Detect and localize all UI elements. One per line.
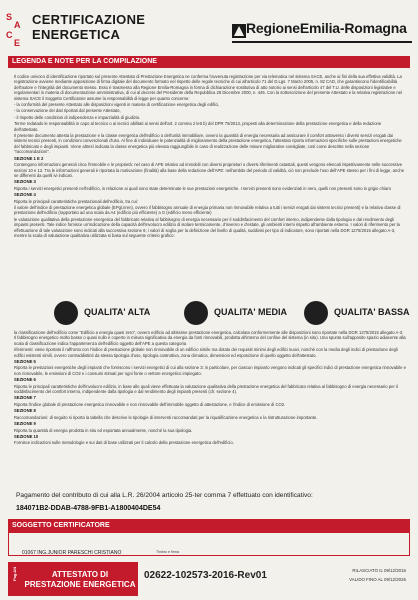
legend-paragraph: Riporta i servizi energetici presenti nell'edificio, in relazione ai quali sono state determinate le sue prestazioni energetiche. I servizi presenti sono evidenziati in nero, quelli non presenti sono in grigio chiaro [14,185,391,191]
legend-paragraph: Riporta le principali caratteristiche prestazionali dell'edificio, tra cui: [14,198,138,204]
quality-scale [14,300,410,326]
certification-title [32,12,145,42]
sace-logo [6,12,28,50]
section-heading: SEZIONE 5 [14,359,36,365]
section-heading: SEZIONE 6 [14,377,36,383]
section-heading: SEZIONE 7 [14,395,36,401]
legend-paragraph: Riporta le prestazioni energetiche degli impianti che forniscono i servizi energetici di cui alla sezione 3: in particolare, per ciascun impianto vengono indicati gli specifici indici di prestazione energetica rinnovabile e non rinnovabile, le emissioni di CO2 e i consumi stimati per ogni fonte o vettore energetico impiegato. [14,365,406,376]
sace-letter: E [14,38,21,48]
quality-dot-icon [184,301,208,325]
valid-until-date: VALIDO FINO AL 09/12/2026 [349,577,406,582]
section-heading: SEZIONE 1 E 2 [14,155,44,161]
legend-paragraph: Terme redatado le responsabilità in capo al tecnico o ai tecnici abilitati ai sensi dell'art. 2 comma 2 lett b) del DPR 75/2013, propesti alla determinazione della prestazione energetica e della redazione dell'attestato. [14,121,382,132]
legend-paragraph: Riporta l'indice globale di prestazione energetica rinnovabile e non rinnovabile dell'immobile oggetto di attestazione, e l'indice di emissione di CO2. [14,401,286,407]
legend-paragraph: - la conformità del presente Attestato alle disposizioni vigenti in materia di certificazione energetica degli edifici, [14,102,220,108]
certifier-name: 01067 ING.JUNIOR PARESCHI CRISTIANO [22,550,122,556]
region-logo-icon [232,24,246,38]
sace-letter: C [6,30,13,40]
footer [8,562,410,596]
footer-title-line: ATTESTATO DI [51,570,109,579]
footer-title [24,570,136,590]
region-underline [232,41,412,43]
legend-body-sections [14,330,406,447]
section-heading: SEZIONE 10 [14,433,39,439]
legend-paragraph: il valore dell'indice di prestazione energetica globale (EPgl,nren), ovvero il fabbisogno annuale di energia primaria non rinnovabile relativa a tutti i servizi erogati dai sistemi tecnici presenti) e la relativa classe di prestazione dell'edificio (rapportato ad una scala da A4 (edificio più efficiente) a G (edificio meno efficiente) [14,204,401,216]
legend-paragraph: Raccomandazioni: di seguito si riporta la tabella che descrive le tipologie di interventi raccomandati per la riqualificazione energetica e la ristrutturazione importante. [14,414,318,420]
quality-label: QUALITA' BASSA [334,307,410,317]
sace-letter: A [14,20,21,30]
quality-dot-icon [304,301,328,325]
certifier-header: SOGGETTO CERTIFICATORE [8,519,410,532]
quality-label: QUALITA' MEDIA [214,307,287,317]
legend-body [14,74,406,239]
header [6,8,412,52]
certificate-code: 02622-102573-2016-Rev01 [144,570,267,581]
legend-section-header: LEGENDA E NOTE PER LA COMPILAZIONE [8,56,410,68]
legend-paragraph: Riporta la quantità di energia prodotta in situ ed esportata annualmente, nonché la sua tipologia. [14,427,193,433]
section-heading: SEZIONE 9 [14,421,36,427]
quality-dot-icon [54,301,78,325]
section-heading: SEZIONE 8 [14,408,36,414]
section-heading: SEZIONE 4 [14,192,36,198]
region-name: RegioneEmilia-Romagna [246,20,407,36]
title-line: ENERGETICA [32,27,121,42]
validity-block [308,566,410,584]
issued-date: RILASCIATO IL 09/12/2016 [352,568,406,573]
legend-paragraph: Il codice univoco di identificazione riportato sul presente Attestato di Prestazione Energetica ne conferma l'avvenuta registrazione per via telematica nel sistema SACE, anche ai fini della sua effettiva validità. La registrazione avviene mediante apposizione di firma digitale del documento formato nel rispetto delle regole tecniche di cui all'articolo 71 del D.Lgs. 7 Marzo 2005, n. 82 CAD, che garantiscono l'identificabilità dell'autore e l'integrità del documento stesso. Esso è trasmesso alla Regione Emilia-Romagna in forma di dichiarazione sostitutiva di atto notorio ai sensi dell'articolo 47 del T.U. delle disposizioni legislative e regolamentari in materia di documentazione amministrativa, di cui al decreto del Presidente della Repubblica 28 Dicembre 2000, n. 445. Con la sottoscrizione del presente Attestato e la relativa registrazione nel sistema SACE il Soggetto Certificatore assume la responsabilità di legge per quanto concerne: [14,74,403,101]
quality-label: QUALITA' ALTA [84,307,151,317]
legend-paragraph: Contengono informazioni generali circa l'immobile e le proprietà: nel caso di APE relativo ad immobili con diversi proprietari o diversi riferimenti catastali, questi vengono elencati rispettivamente nelle successive sezioni 10 e 12. Tra le informazioni generali è riportata la motivazione (finalità) alla base della redazione dell'APE: nell'ambito del periodo di validità, ciò non preclude l'uso dell'APE stesso per i fini di legge, anche se differenti da quelli ivi indicati. [14,162,405,178]
legend-paragraph: - il rispetto delle condizioni di indipendenza e imparzialità di giudizio. [14,114,141,120]
footer-title-block [8,562,138,596]
legend-paragraph: Riporta le principali caratteristiche dell'involucro edilizio, in base alle quali viene effettuata la valutazione qualitativa della prestazione energetica del fabbricato relativa al fabbisogno di energia necessario per il soddisfacimento del comfort interno, indipendente dalla tipologia e dal rendimento degli impianti presenti (cfr. sezione 4). [14,383,398,395]
payment-text: Pagamento del contributo di cui alla L.R. 26/2004 articolo 25-ter comma 7 effettuato con identificativo: [16,492,313,499]
legend-paragraph: riferimenti: viene riportato il raffronto con l'indice di prestazione globale non rinnovabile di un edificio simile ma dotato dei requisiti minimi degli edifici nuovi, nonché con la media degli indici di prestazione degli edifici esistenti simili, ovvero contraddistinti da stessa tipologia d'uso, tipologia costruttiva, zona climatica, dimensioni ed esposizione di quello oggetto dell'attestato. [14,347,398,358]
legend-paragraph: la classificazione dell'edificio come "Edificio a energia quasi zero", ovvero edificio ad altissime prestazione energetica, calcolata conformemente alle disposizioni sono riportate nella DGR 1275/2015 allegato A-3. Il fabbisogno energetico molto basso o quasi nullo è coperto in misura significativa da energia da fonti rinnovabili, prodotta all'interno del confine del sistema (in situ). Una spunta sull'apposito spazio adiacente alla scala di classificazione indica l'appartenenza dell'edificio oggetto dell'APE a questa categoria [14,330,406,346]
legend-paragraph: le valutazione qualitativa della prestazione energetica del fabbricato relativa al fabbisogno di energia necessario per il soddisfacimento del comfort interno, indipendente dalla tipologia e dal rendimento degli impianti presenti. Tale indice fornisce un'indicazione della capacità dell'involucro edilizio di isolare termicamente, d'inverno e d'estate, gli ambienti interni rispetto all'ambiente esterno. I valori di riferimento per la effettuazione di tale valutazione sono indicati alla successiva sezione 6; i valori di soglia per la definizione del livello di qualità, suddivisi per tipo di indicatore, sono riportati nella DGR 1275/2015 allegato A-3, mentre la scala di valutazione qualitativa utilizzata si basa sul seguente criterio grafico: [14,216,400,238]
section-heading: SEZIONE 3 [14,179,36,185]
signature-label: Timbro e firma [156,550,180,554]
sace-letter: S [6,12,13,22]
legend-paragraph: Il presente documento attesta la prestazione e la classe energetica dell'edificio o dell'unità immobiliare, ovvero la quantità di energia necessaria ad assicurare il comfort attraverso i diversi servizi erogati dai sistemi tecnici presenti, in condizioni convenzionali d'uso. Al fine di individuare le potenzialità di miglioramento della prestazione energetica, l'attestato riporta informazioni specifiche sulle prestazioni energetiche del fabbricato e degli impianti. Viene altresì indicata la classe energetica più elevata raggiungibile in caso di realizzazione delle misure migliorative consigliate, così come descritte nella sezione "raccomandazioni". [14,133,402,155]
legend-paragraph: - la conservazione dei dati riportati dal presente Attestato, [14,108,121,114]
page-number: Pag.4/4 [12,567,17,582]
footer-title-line: PRESTAZIONE ENERGETICA [24,580,136,589]
payment-code: 184071B2-DDAB-4788-9FB1-A1800404DE54 [16,505,161,512]
legend-paragraph: Fornisce indicazioni sulle metodologie e sui dati di base utilizzati per il calcolo della prestazione energetica dell'edificio. [14,440,234,446]
title-line: CERTIFICAZIONE [32,12,146,27]
